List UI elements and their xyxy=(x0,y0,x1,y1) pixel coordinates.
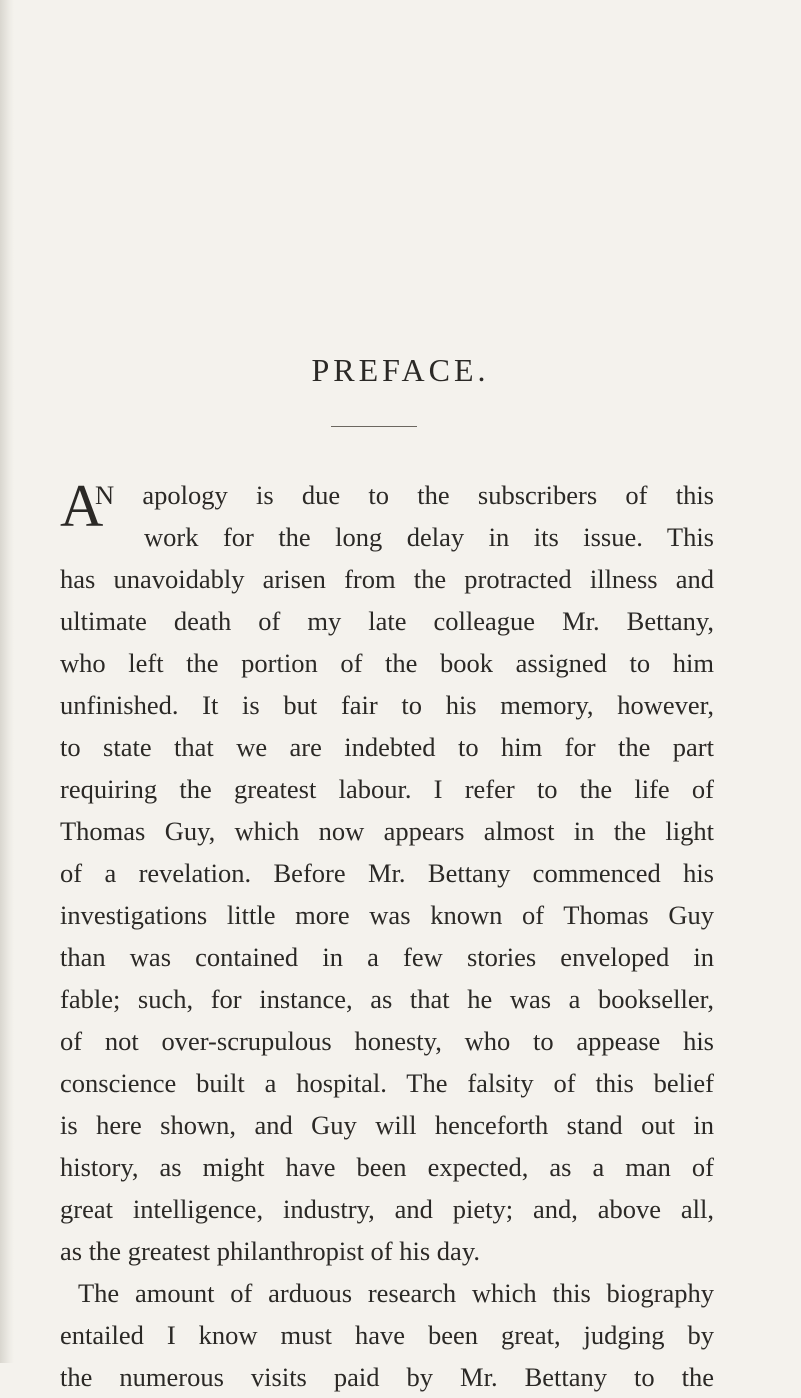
text-line: of a revelation. Before Mr. Bettany commenced his xyxy=(60,858,714,888)
text-line: the numerous visits paid by Mr. Bettany to the xyxy=(60,1362,714,1392)
text-line: fable; such, for instance, as that he was a bookseller, xyxy=(60,984,714,1014)
text-line: to state that we are indebted to him for the part xyxy=(60,732,714,762)
text-line: who left the portion of the book assigned to him xyxy=(60,648,714,678)
page-heading: PREFACE. xyxy=(311,352,490,388)
text-line: has unavoidably arisen from the protracted illness and xyxy=(60,564,714,594)
drop-cap: A xyxy=(60,473,104,539)
preface-body xyxy=(60,474,714,1398)
text-line: of not over-scrupulous honesty, who to appease his xyxy=(60,1026,714,1056)
text-line: Thomas Guy, which now appears almost in the light xyxy=(60,816,714,846)
text-line: ultimate death of my late colleague Mr. Bettany, xyxy=(60,606,714,636)
text-line: work for the long delay in its issue. This xyxy=(144,522,714,552)
text-line: investigations little more was known of Thomas Guy xyxy=(60,900,714,930)
text-line: great intelligence, industry, and piety; and, above all, xyxy=(60,1194,714,1224)
text-line: as the greatest philanthropist of his day. xyxy=(60,1236,480,1266)
text-line: requiring the greatest labour. I refer to the life of xyxy=(60,774,714,804)
text-line: conscience built a hospital. The falsity of this belief xyxy=(60,1068,714,1098)
text-line: N apology is due to the subscribers of this xyxy=(95,480,714,510)
text-line: than was contained in a few stories enveloped in xyxy=(60,942,714,972)
text-line: entailed I know must have been great, judging by xyxy=(60,1320,714,1350)
text-line: unfinished. It is but fair to his memory, however, xyxy=(60,690,714,720)
text-line: The amount of arduous research which this biography xyxy=(78,1278,714,1308)
page-binding-edge xyxy=(0,0,14,1363)
text-line: history, as might have been expected, as a man of xyxy=(60,1152,714,1182)
heading-rule xyxy=(331,426,417,427)
text-line: is here shown, and Guy will henceforth stand out in xyxy=(60,1110,714,1140)
